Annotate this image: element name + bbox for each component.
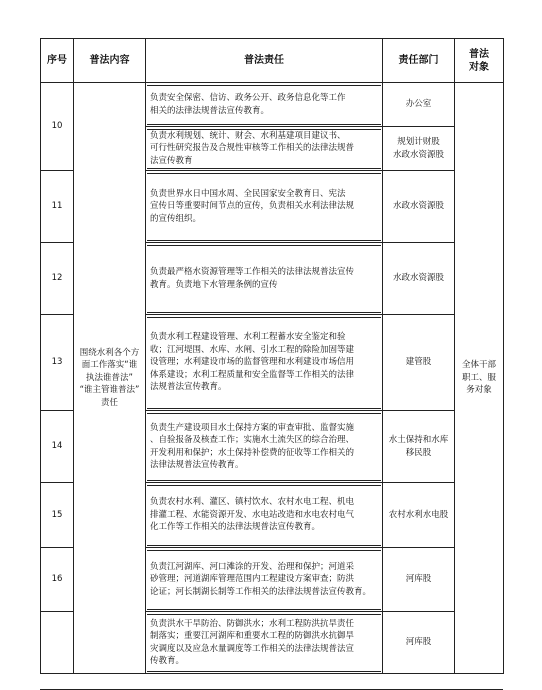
target-line: 职工、服 [461, 372, 496, 383]
responsibility-line: 负责江河湖库、河口滩涂的开发、治理和保护；河道采 [150, 561, 355, 572]
responsibility-text [147, 413, 381, 481]
department-cell [383, 411, 455, 483]
department-line: 移民股 [405, 447, 432, 458]
department-cell [383, 612, 455, 674]
responsibility-line: 宣传日等重要时间节点的宣传，负责相关水利法律法规 [150, 201, 355, 212]
responsibility-line: 负责最严格水资源管理等工作相关的法律法规普法宣传 [150, 267, 355, 277]
responsibility-cell [146, 483, 383, 548]
shared-content-cell [74, 83, 146, 674]
responsibility-line: 传教育。 [150, 656, 185, 666]
header-target-line: 普法 [469, 48, 489, 60]
responsibility-lines [150, 92, 346, 117]
responsibility-line: 的宣传组织。 [150, 213, 202, 224]
content-line: 围绕水利各个方 [79, 347, 140, 358]
row-number: 11 [41, 171, 74, 243]
header-content: 普法内容 [74, 39, 146, 83]
responsibility-line: 化工作等工作相关的法律法规普法宣传教育。 [150, 522, 321, 533]
responsibility-text [147, 614, 381, 672]
department-line: 建管股 [405, 357, 432, 368]
responsibility-text [147, 245, 381, 313]
responsibility-line: 负责洪水干旱防治、防御洪水；水利工程防洪抗旱责任 [150, 618, 355, 629]
responsibility-lines [150, 188, 354, 226]
department-cell [383, 243, 455, 315]
department-line: 规划计财股 [397, 137, 440, 147]
responsibility-line: 收；江河堤围、水库、水闸、引水工程的除险加固等建 [150, 344, 355, 355]
responsibility-line: 负责农村水利、灌区、镇村饮水、农村水电工程、机电 [150, 497, 355, 508]
table-row [41, 83, 504, 127]
department-cell [383, 171, 455, 243]
responsibility-line: 砂管理；河道湖库管理范围内工程建设方案审查；防洪 [150, 574, 355, 585]
responsibility-cell [146, 548, 383, 612]
responsibility-cell [146, 83, 383, 127]
department-cell [383, 548, 455, 612]
responsibility-lines [150, 496, 354, 534]
responsibility-line: 可行性研究报告及合规性审核等工作相关的法律法规普 [150, 143, 355, 154]
department-line: 水政水资源股 [392, 273, 444, 284]
content-line: “谁主管谁普法” [79, 385, 140, 396]
responsibility-line: 灾调度以及应急水量调度等工作相关的法律法规普法宣 [150, 643, 355, 654]
responsibility-text [147, 485, 381, 546]
content-line: 责任 [100, 397, 118, 408]
department-line: 办公室 [405, 99, 432, 110]
department-cell [383, 483, 455, 548]
row-number [41, 612, 74, 674]
department-line: 河库股 [405, 574, 432, 585]
responsibility-line: 法宣传教育 [150, 155, 193, 166]
responsibility-cell [146, 171, 383, 243]
row-number: 13 [41, 315, 74, 411]
table-header-row [41, 39, 504, 83]
department-line: 河库股 [405, 637, 432, 648]
responsibility-line: 体系建设；水利工程质量和安全监督等工作相关的法律 [150, 369, 355, 380]
department-line: 水政水资源股 [392, 149, 444, 160]
department-line: 农村水利水电股 [388, 509, 449, 520]
responsibility-line: 法规普法宣传教育。 [150, 382, 227, 393]
responsibility-cell [146, 243, 383, 315]
responsibility-line: 教育。负责地下水管理条例的宣传 [150, 279, 278, 290]
responsibility-lines [150, 331, 354, 394]
header-target-line: 对象 [469, 61, 489, 73]
responsibility-text [147, 85, 381, 125]
shared-target-cell [455, 83, 504, 674]
responsibility-lines [150, 130, 354, 168]
content-line: 面工作落实“谁 [81, 360, 138, 371]
responsibility-line: 负责安全保密、信访、政务公开、政务信息化等工作 [150, 93, 346, 103]
responsibility-cell [146, 127, 383, 171]
responsibility-line: 负责水利规划、统计、财会、水利基建项目建议书、 [150, 130, 346, 141]
department-cell [383, 127, 455, 171]
department-cell [383, 315, 455, 411]
responsibility-line: 负责世界水日中国水周、全民国家安全教育日、宪法 [150, 188, 346, 199]
department-cell [383, 83, 455, 127]
header-department: 责任部门 [383, 39, 455, 83]
row-number: 12 [41, 243, 74, 315]
responsibility-text [147, 317, 381, 409]
header-responsibility: 普法责任 [146, 39, 383, 83]
responsibility-line: 制落实；重要江河湖库和重要水工程的防御洪水抗御旱 [150, 631, 355, 641]
responsibility-cell [146, 315, 383, 411]
responsibility-text [147, 550, 381, 610]
department-line: 水土保持和水库 [388, 435, 449, 445]
target-line: 全体干部 [461, 360, 496, 371]
responsibility-line: 、自验报备及核查工作；实施水土流失区的综合治理、 [150, 435, 355, 445]
responsibility-lines [150, 561, 371, 599]
row-number: 16 [41, 548, 74, 612]
responsibility-lines [150, 266, 354, 291]
responsibility-lines [150, 618, 354, 668]
responsibility-cell [146, 612, 383, 674]
header-no: 序号 [41, 39, 74, 83]
responsibility-line: 法律法规普法宣传教育。 [150, 460, 244, 470]
responsibility-cell [146, 411, 383, 483]
legal-education-table [40, 38, 504, 674]
header-target [455, 39, 504, 83]
responsibility-line: 开发利用和保护；水土保持补偿费的征收等工作相关的 [150, 447, 355, 458]
responsibility-line: 排灌工程、水能资源开发、水电站改造和水电农村电气 [150, 509, 355, 520]
responsibility-line: 相关的法律法规普法宣传教育。 [150, 105, 270, 116]
regulation-table-page [40, 38, 503, 689]
responsibility-lines [150, 422, 354, 472]
responsibility-text [147, 129, 381, 169]
content-line: 执法谁普法” [86, 372, 133, 383]
row-number: 15 [41, 483, 74, 548]
target-line: 务对象 [466, 385, 492, 396]
row-number: 10 [41, 83, 74, 171]
responsibility-line: 负责水利工程建设管理、水利工程蓄水安全鉴定和验 [150, 332, 346, 343]
responsibility-line: 设管理；水利建设市场的监督管理和水利建设市场信用 [150, 357, 355, 368]
department-line: 水政水资源股 [392, 201, 444, 212]
responsibility-line: 论证；河长制湖长制等工作相关的法律法规普法宣传教育。 [150, 586, 372, 597]
row-number: 14 [41, 411, 74, 483]
responsibility-line: 负责生产建设项目水土保持方案的审查审批、监督实施 [150, 422, 355, 433]
responsibility-text [147, 173, 381, 241]
